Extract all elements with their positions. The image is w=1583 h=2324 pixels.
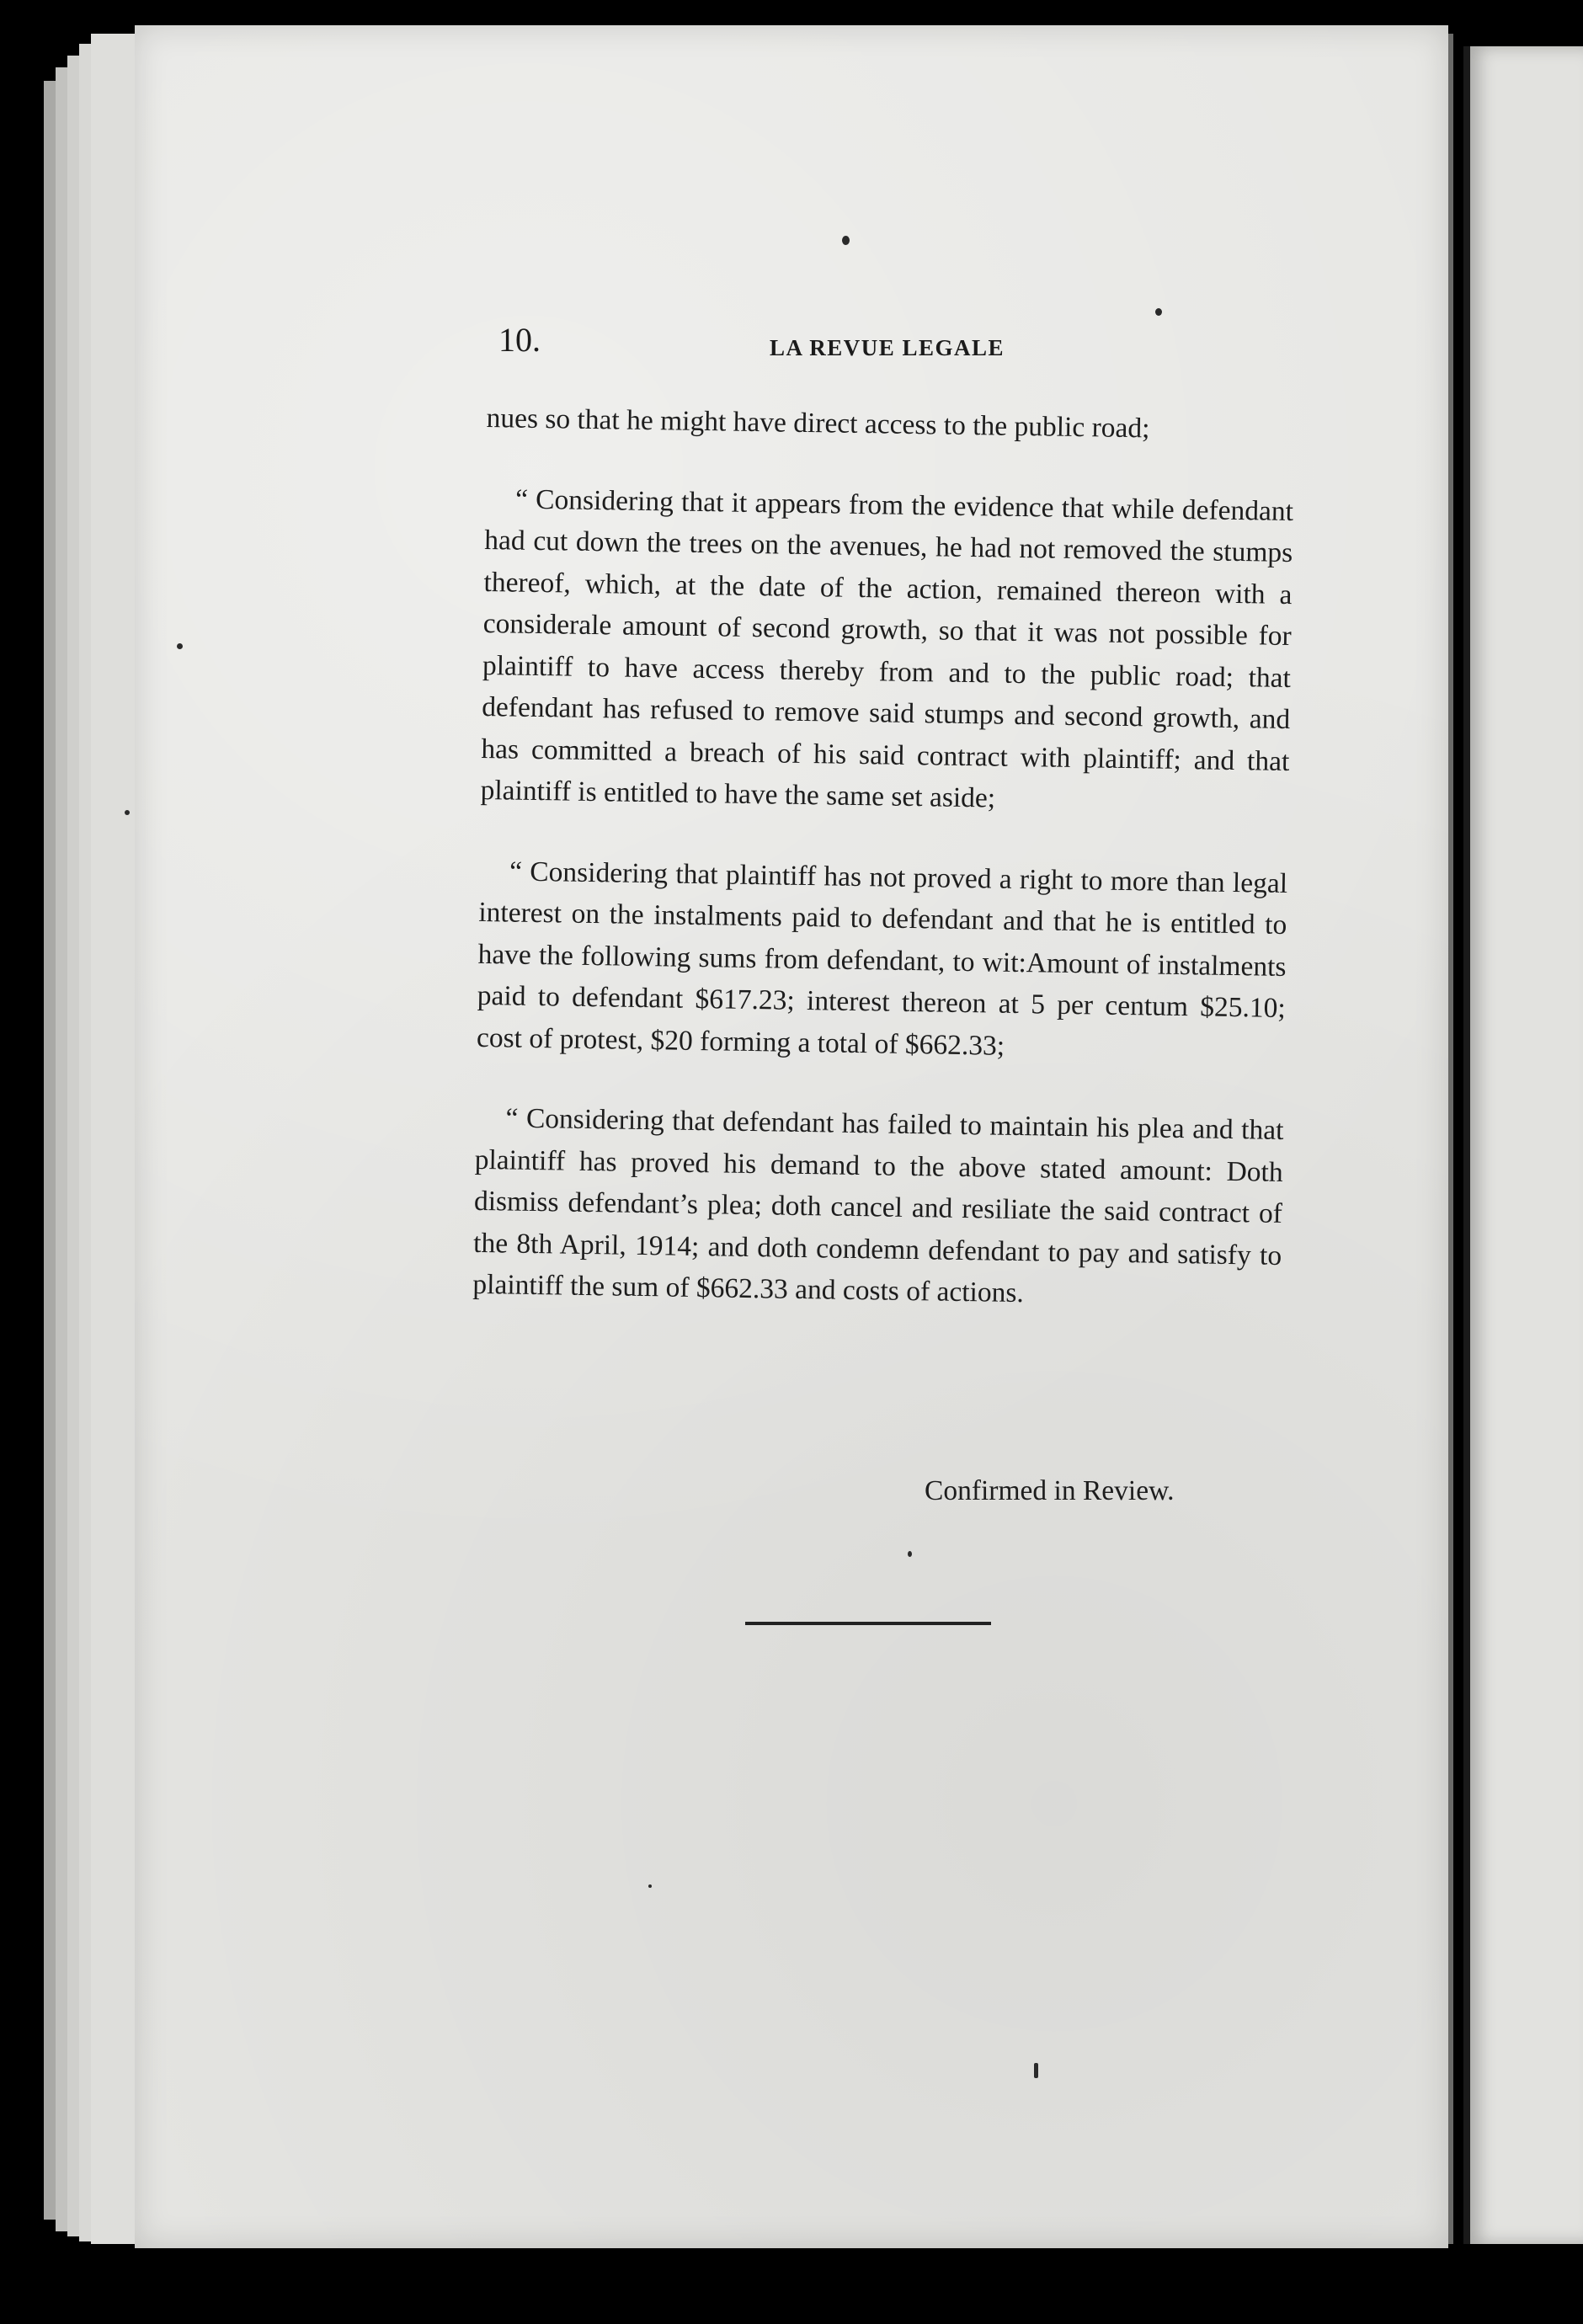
page-gutter: [1448, 34, 1453, 2244]
scan-speck: [177, 643, 183, 649]
scan-speck: [1034, 2063, 1038, 2078]
running-head: LA REVUE LEGALE: [770, 335, 1005, 360]
page-number: 10.: [498, 321, 541, 359]
paragraph: nues so that he might have direct access to the public road;: [486, 402, 1150, 445]
paragraph: “ Considering that defendant has failed to maintain his plea and that plaintiff has proved his demand to the above stated amount: Doth dismiss defendant’s plea; doth cancel and resiliate the said contract of the 8th April, 1914; and doth condemn defendant to pay and satisfy to plaintiff the sum of $662.33 and costs of actions.: [472, 1102, 1284, 1309]
scan-speck: [842, 236, 850, 245]
body-text: [472, 397, 1295, 1357]
section-rule: [745, 1622, 991, 1625]
scan-speck: [648, 1884, 652, 1888]
scan-speck: [908, 1551, 912, 1557]
scan-speck: [125, 810, 130, 815]
scan-speck: [1155, 308, 1162, 316]
paragraph: “ Considering that plaintiff has not proved a right to more than legal interest on the instalments paid to defendant and that he is entitled to have the following sums from defendant, to wit:Amount of instalments paid to defendant $617.23; interest thereon at 5 per centum $25.10; cost of protest, $20 forming a total of $662.33;: [476, 855, 1288, 1062]
closing-line: Confirmed in Review.: [925, 1475, 1175, 1506]
facing-page-strip: [1463, 46, 1583, 2244]
paragraph: “ Considering that it appears from the evidence that while defendant had cut down the trees on the avenues, he had not removed the stumps thereof, which, at the date of the action, remained thereon with a considerale amount of second growth, so that it was not possible for plaintiff to have access thereby from and to the public road; that defendant has refused to remove said stumps and second growth, and has committed a breach of his said contract with plaintiff; and that plaintiff is entitled to have the same set aside;: [480, 483, 1294, 814]
